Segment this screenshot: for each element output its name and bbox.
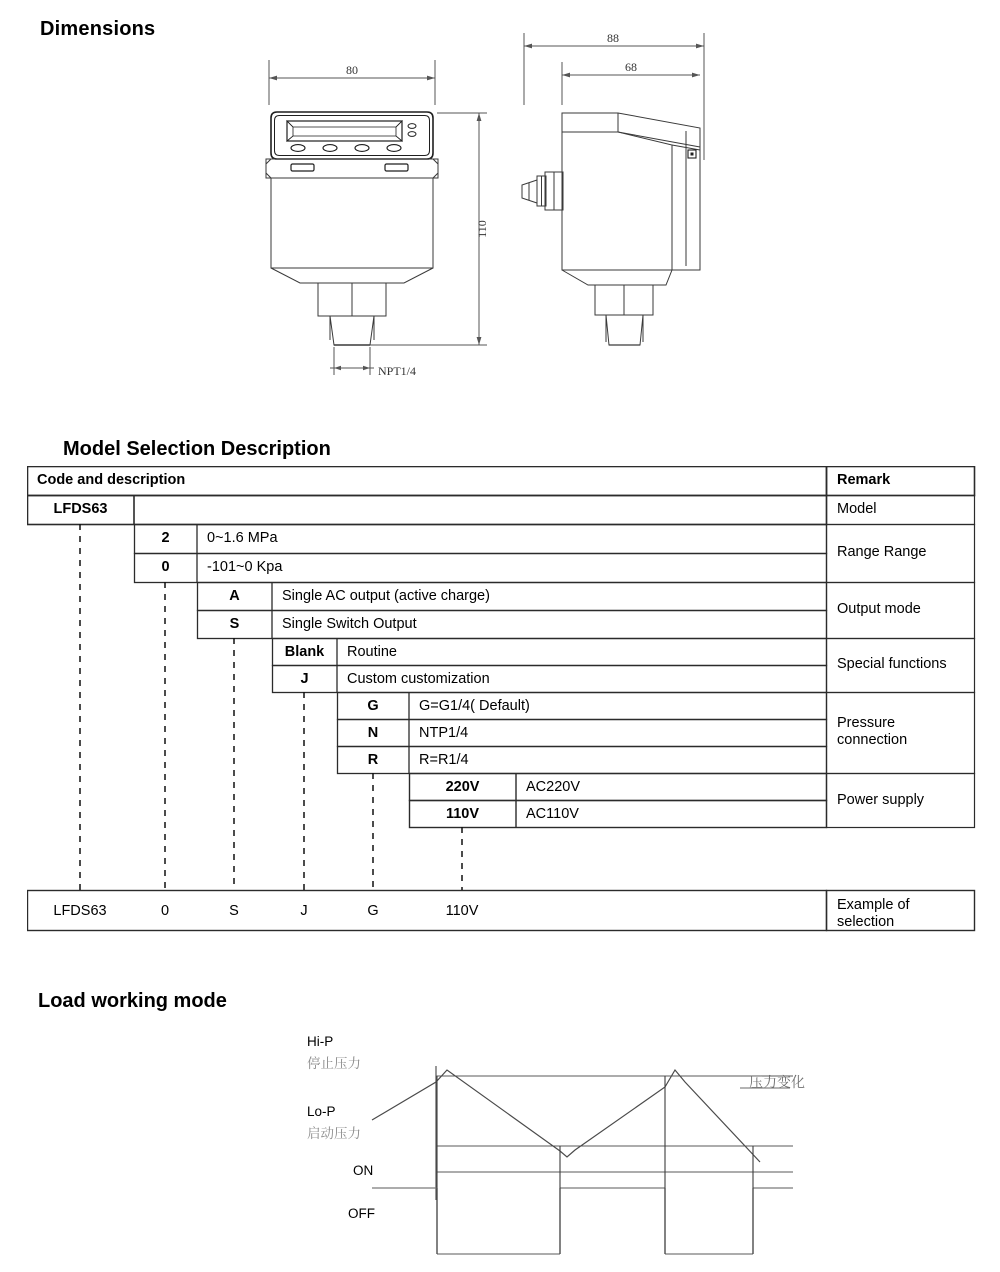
side-view-outer-dimension xyxy=(524,33,704,160)
load-working-mode-chart xyxy=(0,1020,1000,1272)
cell-connection-desc-r: R=R1/4 xyxy=(419,752,469,768)
front-height-dim-text: 110 xyxy=(475,220,489,238)
example-model: LFDS63 xyxy=(53,903,107,919)
cell-range-code-0: 0 xyxy=(161,559,170,575)
cell-range-code-2: 2 xyxy=(161,530,170,546)
remark-power-supply: Power supply xyxy=(837,792,925,808)
dimension-drawings-svg xyxy=(0,0,1000,420)
chart-pressure-trace xyxy=(372,1070,760,1162)
cell-connection-desc-n: NTP1/4 xyxy=(419,725,469,741)
example-power: 110V xyxy=(445,903,479,919)
chart-label-off: OFF xyxy=(348,1206,375,1221)
cell-special-code-blank: Blank xyxy=(284,644,325,660)
cell-power-code-220: 220V xyxy=(445,779,480,795)
chart-transition-lines xyxy=(437,1076,753,1254)
side-outer-dim-text: 88 xyxy=(607,31,619,45)
example-range: 0 xyxy=(160,903,170,919)
cell-output-desc-s: Single Switch Output xyxy=(282,616,417,632)
chart-label-lop-en: Lo-P xyxy=(307,1104,336,1119)
cell-model-code: LFDS63 xyxy=(53,501,108,517)
example-special: J xyxy=(300,903,308,919)
chart-gridlines xyxy=(436,1076,793,1172)
cell-power-desc-110: AC110V xyxy=(526,806,579,822)
chart-label-hip-en: Hi-P xyxy=(307,1034,334,1049)
page-title-load-working-mode: Load working mode xyxy=(38,990,227,1012)
table-header-code: Code and description xyxy=(37,472,186,488)
cell-connection-code-n: N xyxy=(367,725,379,741)
chart-label-on: ON xyxy=(353,1163,374,1178)
page-title-model-selection: Model Selection Description xyxy=(63,438,331,460)
cell-power-desc-220: AC220V xyxy=(526,779,581,795)
example-connection: G xyxy=(367,903,379,919)
cell-range-desc-2: 0~1.6 MPa xyxy=(207,530,278,546)
remark-range: Range Range xyxy=(837,544,927,560)
cell-range-desc-0: -101~0 Kpa xyxy=(207,559,283,575)
table-header-remark: Remark xyxy=(837,472,891,488)
remark-example: Example of selection xyxy=(837,897,910,931)
side-inner-dim-text: 68 xyxy=(625,60,637,74)
remark-output-mode: Output mode xyxy=(837,601,921,617)
remark-model: Model xyxy=(837,501,877,517)
chart-label-lop-cn: 启动压力 xyxy=(307,1126,361,1141)
cell-output-code-s: S xyxy=(229,616,240,632)
dimension-drawings xyxy=(0,0,1000,420)
model-selection-table xyxy=(27,466,976,932)
front-view-width-dimension xyxy=(269,60,435,105)
front-width-dim-text: 80 xyxy=(346,63,358,77)
chart-annotation-pressure-change: 压力变化 xyxy=(749,1074,805,1090)
page-title-dimensions: Dimensions xyxy=(40,18,156,40)
chart-switch-waveform xyxy=(372,1188,793,1254)
cell-special-desc-j: Custom customization xyxy=(347,671,490,687)
remark-special-functions: Special functions xyxy=(837,656,947,672)
front-view-height-dimension xyxy=(337,113,487,345)
chart-label-hip-cn: 停止压力 xyxy=(307,1056,361,1071)
cell-connection-code-g: G xyxy=(367,698,379,714)
cell-connection-code-r: R xyxy=(367,752,379,768)
cell-special-code-j: J xyxy=(300,671,309,687)
cell-output-code-a: A xyxy=(229,588,240,604)
cell-connection-desc-g: G=G1/4( Default) xyxy=(419,698,530,714)
cell-power-code-110: 110V xyxy=(445,806,480,822)
cell-special-desc-blank: Routine xyxy=(347,644,397,660)
example-output: S xyxy=(229,903,239,919)
load-working-mode-svg xyxy=(0,1020,1000,1272)
cell-output-desc-a: Single AC output (active charge) xyxy=(282,588,490,604)
front-thread-dim-text: NPT1/4 xyxy=(378,364,417,378)
side-view-inner-dimension xyxy=(524,62,700,105)
remark-pressure-connection: Pressure connection xyxy=(837,715,908,749)
